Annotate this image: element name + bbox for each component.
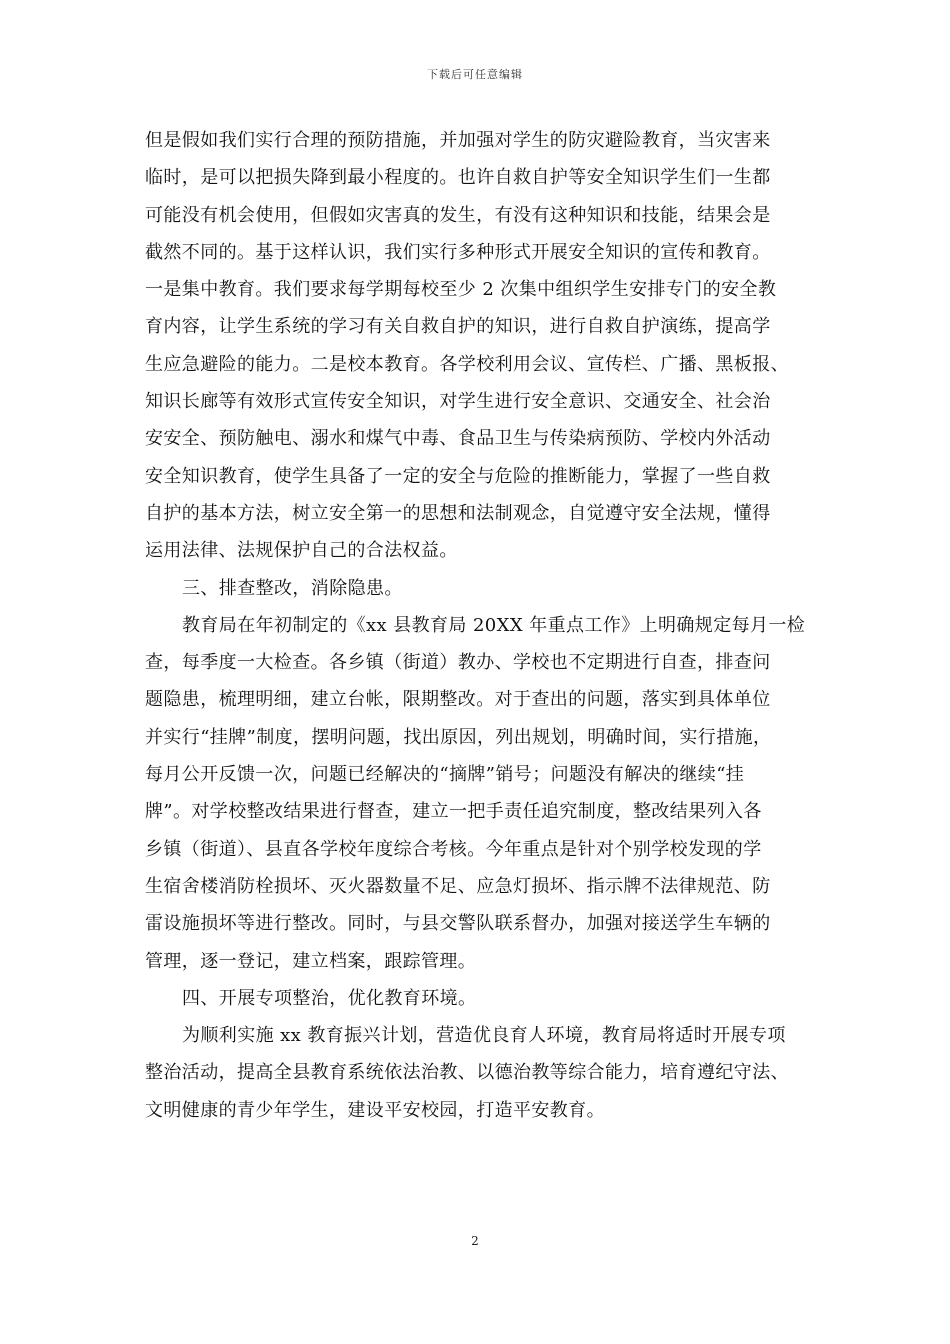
text-line: 一是集中教育。我们要求每学期每校至少 2 次集中组织学生安排专门的安全教 <box>145 279 777 301</box>
text-line: 知识长廊等有效形式宣传安全知识，对学生进行安全意识、交通安全、社会治 <box>145 391 771 413</box>
text-line: 自护的基本方法，树立安全第一的思想和法制观念，自觉遵守安全法规，懂得 <box>145 502 771 524</box>
text-line: 每月公开反馈一次，问题已经解决的“摘牌”销号；问题没有解决的继续“挂 <box>145 764 745 786</box>
text-line: 乡镇（街道）、县直各学校年度综合考核。今年重点是针对个别学校发现的学 <box>145 838 762 860</box>
text-line: 运用法律、法规保护自己的合法权益。 <box>145 540 458 562</box>
text-line: 查，每季度一大检查。各乡镇（街道）教办、学校也不定期进行自查，排查问 <box>145 652 771 674</box>
text-line: 临时，是可以把损失降到最小程度的。也许自救自护等安全知识学生们一生都 <box>145 167 771 189</box>
document-body <box>145 122 805 1129</box>
text-line: 并实行“挂牌”制度，摆明问题，找出原因，列出规划，明确时间，实行措施， <box>145 726 772 748</box>
text-line: 教育局在年初制定的《xx 县教育局 20XX 年重点工作》上明确规定每月一检 <box>182 614 806 636</box>
text-line: 题隐患，梳理明细，建立台帐，限期整改。对于查出的问题，落实到具体单位 <box>145 689 771 711</box>
text-line: 三、排查整改，消除隐患。 <box>182 577 403 599</box>
text-line: 牌”。对学校整改结果进行督查，建立一把手责任追究制度，整改结果列入各 <box>145 801 762 823</box>
text-line: 四、开展专项整治，优化教育环境。 <box>182 987 477 1009</box>
text-line: 整治活动，提高全县教育系统依法治教、以德治教等综合能力，培育遵纪守法、 <box>145 1062 789 1084</box>
text-line: 安全知识教育，使学生具备了一定的安全与危险的推断能力，掌握了一些自救 <box>145 465 771 487</box>
page-number: 2 <box>471 1234 479 1248</box>
page-header: 下载后可任意编辑 <box>427 68 523 81</box>
text-line: 但是假如我们实行合理的预防措施，并加强对学生的防灾避险教育，当灾害来 <box>145 130 771 151</box>
text-line: 文明健康的青少年学生，建设平安校园，打造平安教育。 <box>145 1099 605 1121</box>
text-line: 管理，逐一登记，建立档案，跟踪管理。 <box>145 950 477 972</box>
text-line: 育内容，让学生系统的学习有关自救自护的知识，进行自救自护演练，提高学 <box>145 316 771 338</box>
text-line: 可能没有机会使用，但假如灾害真的发生，有没有这种知识和技能，结果会是 <box>145 204 771 226</box>
text-line: 生宿舍楼消防栓损坏、灭火器数量不足、应急灯损坏、指示牌不法律规范、防 <box>145 875 771 897</box>
text-line: 雷设施损坏等进行整改。同时，与县交警队联系督办，加强对接送学生车辆的 <box>145 913 771 935</box>
text-line: 生应急避险的能力。二是校本教育。各学校利用会议、宣传栏、广播、黑板报、 <box>145 353 789 375</box>
text-line: 截然不同的。基于这样认识，我们实行多种形式开展安全知识的宣传和教育。 <box>145 241 771 263</box>
text-line: 为顺利实施 xx 教育振兴计划，营造优良育人环境，教育局将适时开展专项 <box>182 1025 786 1047</box>
text-line: 安安全、预防触电、溺水和煤气中毒、食品卫生与传染病预防、学校内外活动 <box>145 428 771 450</box>
